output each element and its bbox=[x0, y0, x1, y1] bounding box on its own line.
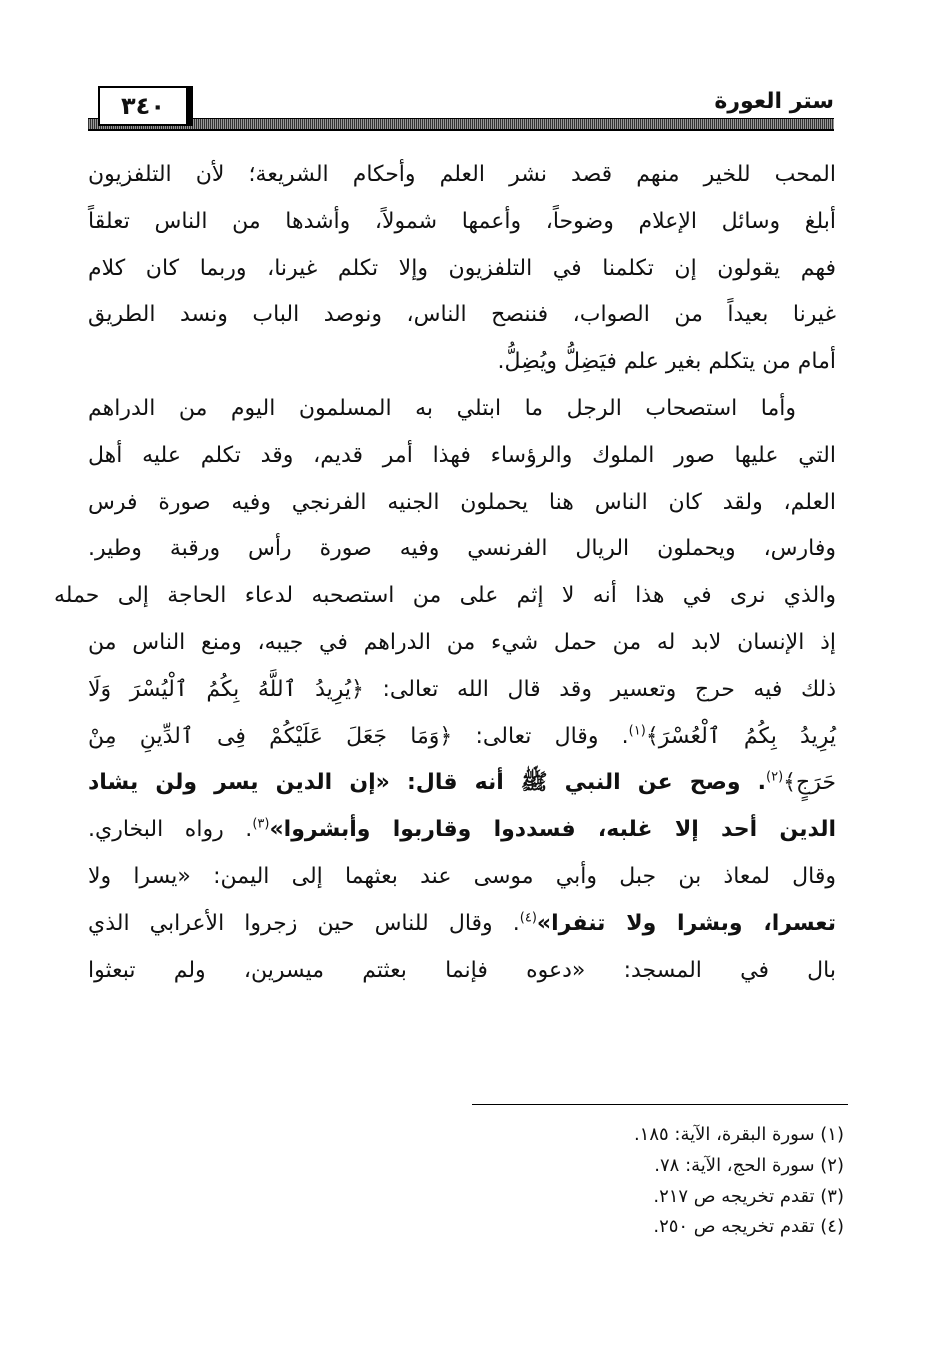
running-title: ستر العورة bbox=[714, 89, 834, 114]
text-segment: . رواه البخاري. bbox=[88, 817, 253, 843]
footnote: (٤) تقدم تخريجه ص ٢٥٠. bbox=[653, 1216, 844, 1238]
main-text bbox=[54, 152, 837, 994]
quran-quote: حَرَجٍ﴾ bbox=[783, 770, 836, 796]
text-line bbox=[88, 760, 836, 807]
footnote: (٢) سورة الحج، الآية: ٧٨. bbox=[654, 1154, 844, 1176]
header-rule bbox=[88, 118, 834, 131]
footnotes bbox=[472, 1120, 844, 1243]
text-line: والذي نرى في هذا أنه لا إثم على من استصحبه لدعاء الحاجة إلى حمله bbox=[54, 583, 836, 609]
text-line: ذلك فيه حرج وتعسير وقد قال الله تعالى: ﴿يُرِيدُ ٱللَّهُ بِكُمُ ٱلْيُسْرَ وَلَا bbox=[88, 676, 836, 702]
text-line: فهم يقولون إن تكلمنا في التلفزيون وإلا تكلم غيرنا، وربما كان كلام bbox=[88, 255, 836, 281]
text-segment: . وقال للناس حين زجروا الأعرابي الذي bbox=[88, 910, 520, 936]
running-header bbox=[88, 88, 834, 134]
footnote: (١) سورة البقرة، الآية: ١٨٥. bbox=[633, 1124, 844, 1145]
text-line: وأما استصحاب الرجل ما ابتلي به المسلمون اليوم من الدراهم bbox=[88, 395, 796, 421]
footnote-ref: (٣) bbox=[252, 816, 270, 832]
text-line: العلم، ولقد كان الناس هنا يحملون الجنيه الفرنجي وفيه صورة فرس bbox=[88, 489, 836, 515]
hadith-text: الدين أحد إلا غلبه، فسددوا وقاربوا وأبشروا» bbox=[269, 817, 837, 843]
text-line bbox=[88, 714, 836, 761]
text-line: التي عليها صور الملوك والرؤساء فهذا أمر قديم، وقد تكلم عليه أهل bbox=[88, 442, 836, 468]
text-line: غيرنا بعيداً من الصواب، فننصح الناس، ونوصد الباب ونسد الطريق bbox=[88, 302, 836, 328]
text-line bbox=[88, 901, 836, 948]
page-number: ٣٤٠ bbox=[98, 86, 193, 126]
text-line: أبلغ وسائل الإعلام وضوحاً، وأعمها شمولاً، وأشدها من الناس تعلقاً bbox=[88, 208, 836, 234]
text-segment: . وقال تعالى: ﴿وَمَا جَعَلَ عَلَيْكُمْ فِى ٱلدِّينِ مِنْ bbox=[88, 723, 629, 749]
text-line: وفارس، ويحملون الريال الفرنسي وفيه صورة رأس ورقبة وطير. bbox=[88, 536, 836, 562]
text-line: المحب للخير منهم قصد نشر العلم وأحكام الشريعة؛ لأن التلفزيون bbox=[88, 162, 836, 187]
text-line bbox=[88, 807, 836, 854]
footnote-divider bbox=[472, 1104, 848, 1105]
footnote-ref: (١) bbox=[628, 723, 646, 739]
hadith-text: . وصح عن النبي ﷺ أنه قال: «إن الدين يسر ولن يشاد bbox=[88, 770, 767, 796]
footnote-ref: (٢) bbox=[766, 770, 784, 786]
text-line: بال في المسجد: «دعوه فإنما بعثتم ميسرين، ولم تبعثوا bbox=[88, 957, 836, 983]
quran-quote: يُرِيدُ بِكُمُ ٱلْعُسْرَ﴾ bbox=[645, 723, 836, 749]
text-line: أمام من يتكلم بغير علم فيَضِلُّ ويُضِلُّ. bbox=[497, 349, 836, 375]
text-line: وقال لمعاذ بن جبل وأبي موسى عند بعثهما إلى اليمن: «يسرا ولا bbox=[88, 863, 836, 889]
text-line: إذ الإنسان لابد له من حمل شيء من الدراهم في جيبه، ومنع الناس من bbox=[88, 629, 836, 655]
footnote: (٣) تقدم تخريجه ص ٢١٧. bbox=[653, 1185, 844, 1207]
hadith-text: تعسرا، وبشرا ولا تنفرا» bbox=[536, 910, 836, 936]
footnote-ref: (٤) bbox=[519, 910, 537, 926]
